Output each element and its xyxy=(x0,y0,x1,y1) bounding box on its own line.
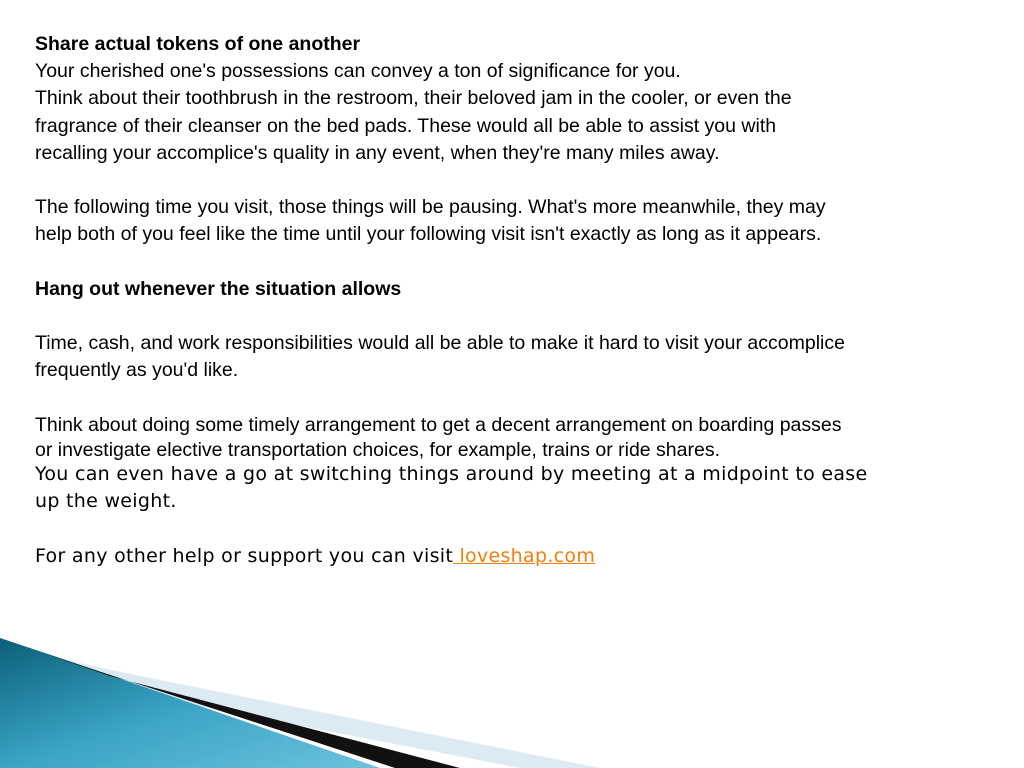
paragraph-line: help both of you feel like the time until your following visit isn't exactly as long as it appears. xyxy=(35,223,822,246)
paragraph-line: Think about doing some timely arrangement to get a decent arrangement on boarding passes xyxy=(35,413,842,436)
paragraph-line: Think about their toothbrush in the restroom, their beloved jam in the cooler, or even the xyxy=(35,87,792,110)
support-text: For any other help or support you can visit xyxy=(35,545,454,568)
support-line xyxy=(35,543,995,571)
paragraph-line: Time, cash, and work responsibilities would all be able to make it hard to visit your accomplice xyxy=(35,332,845,355)
spacer xyxy=(35,516,995,544)
paragraph-line: recalling your accomplice's quality in any event, when they're many miles away. xyxy=(35,141,720,164)
spacer xyxy=(35,249,995,276)
heading-share-tokens: Share actual tokens of one another xyxy=(35,33,361,55)
heading-hang-out: Hang out whenever the situation allows xyxy=(35,277,402,300)
loveshap-link[interactable]: loveshap.com xyxy=(453,545,596,568)
paragraph-line: You can even have a go at switching things around by meeting at a midpoint to ease xyxy=(35,462,868,485)
spacer xyxy=(35,303,995,330)
paragraph-line: fragrance of their cleanser on the bed pads. These would all be able to assist you with xyxy=(35,114,777,137)
spacer xyxy=(35,167,995,194)
swoosh-blue-band xyxy=(0,638,380,768)
paragraph-line: Your cherished one's possessions can convey a ton of significance for you. xyxy=(35,60,681,83)
paragraph-line: up the weight. xyxy=(35,490,177,513)
paragraph-line: The following time you visit, those things will be pausing. What's more meanwhile, they may xyxy=(35,196,826,219)
paragraph-line: or investigate elective transportation choices, for example, trains or ride shares. xyxy=(35,438,720,461)
spacer xyxy=(35,385,995,412)
slide-body xyxy=(35,31,995,571)
decorative-swoosh xyxy=(0,638,1024,768)
paragraph-line: frequently as you'd like. xyxy=(35,359,239,382)
